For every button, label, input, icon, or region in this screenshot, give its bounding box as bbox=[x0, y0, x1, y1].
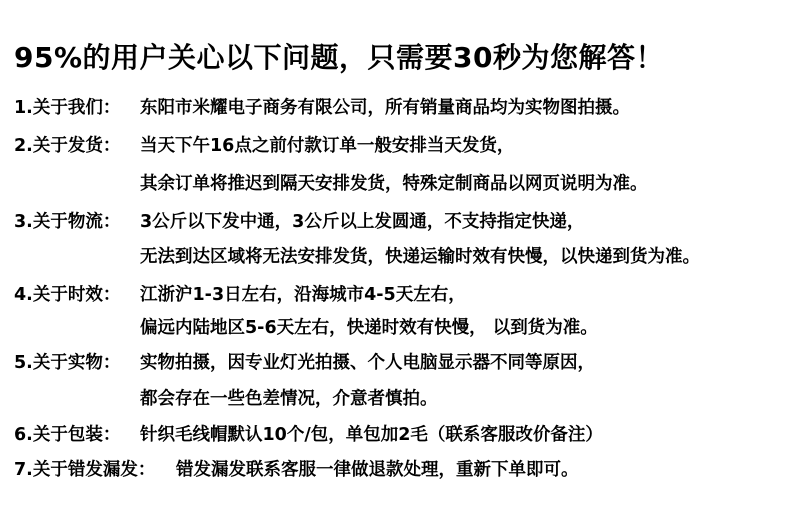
faq-item-packaging bbox=[0, 423, 800, 447]
faq-text: 其余订单将推迟到隔天安排发货，特殊定制商品以网页说明为准。 bbox=[140, 174, 648, 194]
faq-text: 东阳市米耀电子商务有限公司，所有销量商品均为实物图拍摄。 bbox=[140, 98, 630, 118]
faq-item-wrong-shipment bbox=[0, 458, 800, 482]
faq-item-logistics bbox=[0, 210, 800, 234]
page-title: 95%的用户关心以下问题，只需要30秒为您解答！ bbox=[14, 41, 664, 74]
faq-text: 江浙沪1-3日左右，沿海城市4-5天左右， bbox=[140, 285, 466, 305]
faq-label: 5.关于实物： bbox=[14, 353, 121, 373]
faq-text: 偏远内陆地区5-6天左右，快递时效有快慢， 以到货为准。 bbox=[140, 318, 598, 338]
faq-label: 4.关于时效： bbox=[14, 285, 121, 305]
faq-label: 7.关于错发漏发： bbox=[14, 460, 156, 480]
faq-item-delivery-time bbox=[0, 283, 800, 307]
faq-text: 实物拍摄，因专业灯光拍摄、个人电脑显示器不同等原因， bbox=[140, 353, 595, 373]
faq-text: 针织毛线帽默认10个/包，单包加2毛（联系客服改价备注） bbox=[140, 425, 603, 445]
faq-item-delivery-time-continued bbox=[0, 316, 800, 340]
faq-item-shipping-continued bbox=[0, 172, 800, 196]
faq-item-actual-product-continued bbox=[0, 387, 800, 411]
faq-label: 3.关于物流： bbox=[14, 212, 121, 232]
faq-label: 2.关于发货： bbox=[14, 136, 121, 156]
faq-label: 6.关于包装： bbox=[14, 425, 121, 445]
faq-label: 1.关于我们： bbox=[14, 98, 121, 118]
faq-text: 当天下午16点之前付款订单一般安排当天发货， bbox=[140, 136, 515, 156]
faq-item-actual-product bbox=[0, 351, 800, 375]
faq-text: 3公斤以下发中通，3公斤以上发圆通，不支持指定快递， bbox=[140, 212, 585, 232]
faq-text: 都会存在一些色差情况，介意者慎拍。 bbox=[140, 389, 438, 409]
faq-item-shipping bbox=[0, 134, 800, 158]
faq-text: 错发漏发联系客服一律做退款处理，重新下单即可。 bbox=[176, 460, 579, 480]
faq-item-logistics-continued bbox=[0, 245, 800, 269]
faq-item-about-us bbox=[0, 96, 800, 120]
faq-text: 无法到达区域将无法安排发货，快递运输时效有快慢，以快递到货为准。 bbox=[140, 247, 700, 267]
